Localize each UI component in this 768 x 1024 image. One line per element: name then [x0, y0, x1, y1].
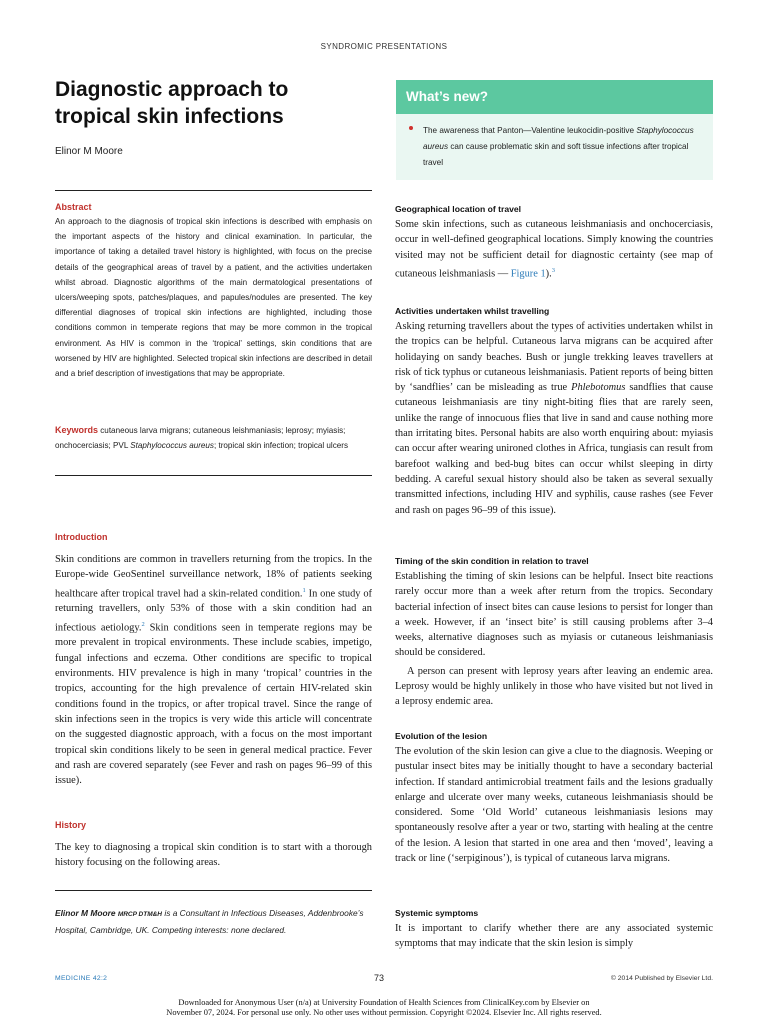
whats-new-heading: What’s new?: [406, 89, 489, 104]
introduction-text: Skin conditions are common in travellers returning from the tropics. In the Europe-wide GeoSentinel surveillance network, 18% of patients seeking healthcare after tropical travel had a skin-related condition.$^1$ In one study of returning travellers, only 53% of those with a skin condition had an infectious aetiology.$^2$ Skin conditions seen in temperate regions may be more prevalent in tropical environments. These include scabies, impetigo, fungal infections and eczema. Other conditions are specific to tropical environments. HIV prevalence is high in many ‘tropical’ countries in the tropics, accounting for the high prevalence of certain HIV-related skin conditions found in the tropics, or after tropical travel. Since the range of skin infections seen in the tropics is very wide this article will concentrate on the suggested diagnostic approach, with a focus on the most important tropical skin conditions likely to be seen in general medical practice. Fever and rash are covered separately (see Fever and rash on pages 96–99 of this issue).: [55, 554, 372, 787]
author-name: Elinor M Moore: [55, 146, 123, 157]
keywords-label: Keywords: [55, 425, 99, 435]
evolution-text: The evolution of the skin lesion can give a clue to the diagnosis. Weeping or pustular insect bites may be initially thought to have a secondary bacterial infection. If standard antimicrobial treatment fails and the lesions gradually enlarge and ulcerate over many weeks, cutaneous leishmaniasis should be considered. Some ‘Old World’ cutaneous leishmaniasis lesions may spontaneously resolve after a year or two, starting with healing at the centre of the lesion. A lesion that started in one area and then ‘moved’, leaving a track or line (‘serpiginous’), is typical of cutaneous larva migrans.: [395, 746, 713, 865]
abstract-heading: Abstract: [55, 202, 92, 212]
copyright: © 2014 Published by Elsevier Ltd.: [610, 975, 713, 982]
running-head: SYNDROMIC PRESENTATIONS: [320, 42, 448, 51]
activities-text: Asking returning travellers about the types of activities undertaken whilst in the tropics can be helpful. Cutaneous larva migrans can be acquired after holidaying on sandy beaches. Bush or jungle trekking leaves travellers at risk of tick typhus or cutaneous leishmaniasis. Patient reports of being bitten by ‘sandflies’ can be misleading as true Phlebotomus sandflies that cause cutaneous leishmaniasis are tiny night-biting flies that are rarely seen, unlike the range of innocuous flies that live in sand and cause nothing more than irritating bites. Personal habits are also worth enquiring about: myiasis can occur after wearing unironed clothes in Africa, tungiasis can result from barefoot walking and bed-bug bites can occur whilst sleeping in dirty bedding. A careful sexual history should also be taken as several sexually transmitted infections, including HIV and syphilis, cause rashes (see Fever and rash on pages 96–99 of this issue).: [395, 321, 714, 516]
geo-heading: Geographical location of travel: [395, 204, 522, 214]
author-bio: Elinor M Moore MRCP DTM&H is a Consultant in Infectious Diseases, Addenbrooke’s Hospital, Cambridge, UK. Competing interests: none declared.: [55, 908, 364, 935]
figure-link[interactable]: Figure 1: [510, 268, 546, 280]
journal-footer: MEDICINE 42:2: [55, 975, 108, 982]
article-title: Diagnostic approach to tropical skin infections: [55, 78, 289, 128]
bullet-icon: [408, 125, 414, 131]
divider: [55, 890, 372, 891]
evolution-heading: Evolution of the lesion: [395, 731, 488, 741]
timing-heading: Timing of the skin condition in relation to travel: [395, 556, 589, 566]
introduction-heading: Introduction: [55, 532, 108, 542]
history-text: The key to diagnosing a tropical skin condition is to start with a thorough history focusing on the following areas.: [55, 842, 372, 869]
abstract-text: An approach to the diagnosis of tropical skin infections is described with emphasis on the important aspects of the history and clinical examination. In particular, the importance of taking a detailed travel history is highlighted, with focus on the precise details of the geographical areas of travel by a patient, and the activities undertaken whilst abroad. Diagnostic algorithms of the main dermatological presentations of ulcers/weeping spots, patches/plaques, and papules/nodules are presented. The key differential diagnoses of tropical skin infections are highlighted, including those conditions common in temperate regions that may be more common in the tropical environment. As HIV is common in the ‘tropical’ settings, skin conditions that are worsened by HIV are highlighted. Selected tropical skin infections are described in detail and a brief description of investigations that may be appropriate.: [55, 217, 372, 379]
history-heading: History: [55, 820, 87, 830]
keywords: Keywords cutaneous larva migrans; cutaneous leishmaniasis; leprosy; myiasis; onchocerciasis; PVL Staphylococcus aureus; tropical skin infection; tropical ulcers: [55, 425, 349, 451]
systemic-text: It is important to clarify whether there are any associated systemic symptoms that may indicate that the skin lesion is simply: [395, 923, 713, 950]
activities-heading: Activities undertaken whilst travelling: [395, 306, 550, 316]
whats-new-text: The awareness that Panton—Valentine leukocidin-positive Staphylococcus aureus can cause problematic skin and soft tissue infections after tropical travel: [423, 126, 694, 167]
geo-text: Some skin infections, such as cutaneous leishmaniasis and onchocerciasis, occur in well-defined geographical locations. Simply knowing the countries visited may not be sufficient detail for diagnostic certainty (see map of cutaneous leishmaniasis — Figure 1).$^3$: [395, 219, 713, 280]
download-notice: Downloaded for Anonymous User (n/a) at University Foundation of Health Sciences from ClinicalKey.com by Elsevier on November 07, 2024. For personal use only. No other uses without permission. Copyright ©2024. Elsevier Inc. All rights reserved.: [166, 998, 602, 1017]
page-number: 73: [374, 973, 385, 983]
divider: [55, 190, 372, 191]
timing-text: Establishing the timing of skin lesions can be helpful. Insect bite reactions rarely occur more than a week after return from the tropics. Secondary bacterial infection of insect bites can cause lesions to persist for longer than a week. However, if an ‘insect bite’ is still causing problems after 3–4 weeks, alternative diagnoses such as myiasis or cutaneous leishmaniasis should be considered. A person can present with leprosy years after leaving an endemic area. Leprosy would be highly unlikely in those who have visited but not lived in a leprosy endemic area.: [395, 571, 713, 708]
divider: [55, 475, 372, 476]
systemic-heading: Systemic symptoms: [395, 908, 479, 918]
